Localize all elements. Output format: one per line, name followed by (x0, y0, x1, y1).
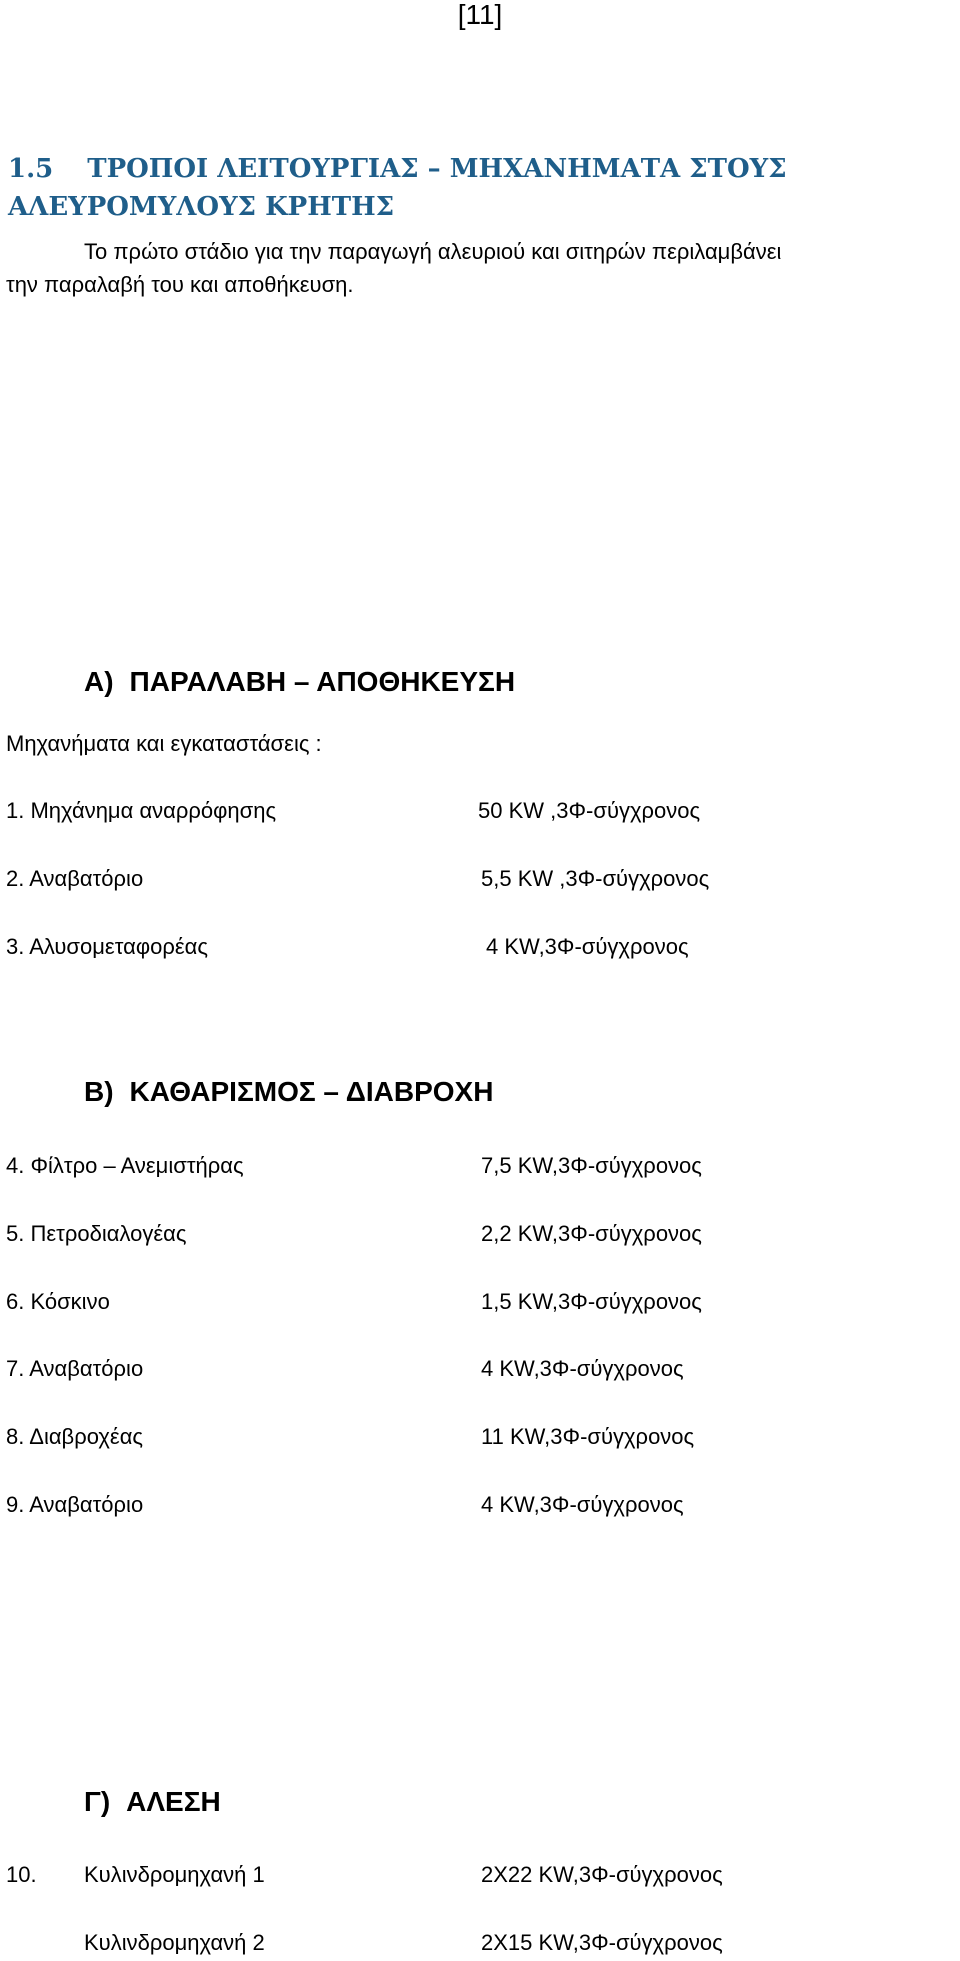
item-spec: 2Χ22 KW,3Φ-σύγχρονος (481, 1862, 723, 1887)
section-a-title: Α) ΠΑΡΑΛΑΒΗ – ΑΠΟΘΗΚΕΥΣΗ (84, 666, 516, 697)
section-heading-line-2: ΑΛΕΥΡΟΜΥΛΟΥΣ ΚΡΗΤΗΣ (8, 192, 395, 222)
item-spec: 4 KW,3Φ-σύγχρονος (486, 934, 689, 959)
item-label: 8. Διαβροχέας (6, 1424, 144, 1449)
item-spec: 2,2 KW,3Φ-σύγχρονος (481, 1221, 702, 1246)
section-c-title: Γ) ΑΛΕΣΗ (84, 1786, 221, 1817)
item-label: 1. Μηχάνημα αναρρόφησης (6, 798, 277, 823)
section-heading (8, 150, 948, 226)
section-a-subtitle: Μηχανήματα και εγκαταστάσεις : (6, 731, 322, 756)
item-label: 7. Αναβατόριο (6, 1356, 144, 1381)
item-label: 3. Αλυσομεταφορέας (6, 934, 208, 959)
item-spec: 4 KW,3Φ-σύγχρονος (481, 1356, 684, 1381)
item-spec: 50 KW ,3Φ-σύγχρονος (478, 798, 701, 823)
item-spec: 4 KW,3Φ-σύγχρονος (481, 1492, 684, 1517)
item-spec: 11 KW,3Φ-σύγχρονος (481, 1424, 695, 1449)
item-label: Κυλινδρομηχανή 1 (84, 1862, 265, 1887)
section-number: 1.5 (8, 154, 54, 184)
item-spec: 1,5 KW,3Φ-σύγχρονος (481, 1289, 702, 1314)
intro-line-1: Το πρώτο στάδιο για την παραγωγή αλευριού και σιτηρών περιλαμβάνει (84, 239, 782, 264)
item-spec: 5,5 KW ,3Φ-σύγχρονος (481, 866, 710, 891)
intro-line-2: την παραλαβή του και αποθήκευση. (6, 272, 354, 297)
page-number: [11] (457, 0, 503, 30)
item-label: 4. Φίλτρο – Ανεμιστήρας (6, 1153, 244, 1178)
item-number: 10. (6, 1862, 37, 1887)
item-label: 2. Αναβατόριο (6, 866, 144, 891)
item-label: 9. Αναβατόριο (6, 1492, 144, 1517)
item-label: 5. Πετροδιαλογέας (6, 1221, 187, 1246)
item-label: 6. Κόσκινο (6, 1289, 110, 1314)
item-spec: 7,5 KW,3Φ-σύγχρονος (481, 1153, 702, 1178)
section-b-title: Β) ΚΑΘΑΡΙΣΜΟΣ – ΔΙΑΒΡΟΧΗ (84, 1076, 494, 1107)
section-heading-text-1: ΤΡΟΠΟΙ ΛΕΙΤΟΥΡΓΙΑΣ – ΜΗΧΑΝΗΜΑΤΑ ΣΤΟΥΣ (87, 154, 787, 184)
intro-paragraph (6, 235, 960, 301)
item-spec: 2Χ15 KW,3Φ-σύγχρονος (481, 1930, 723, 1955)
section-heading-line-1 (8, 150, 948, 188)
item-label: Κυλινδρομηχανή 2 (84, 1930, 265, 1955)
